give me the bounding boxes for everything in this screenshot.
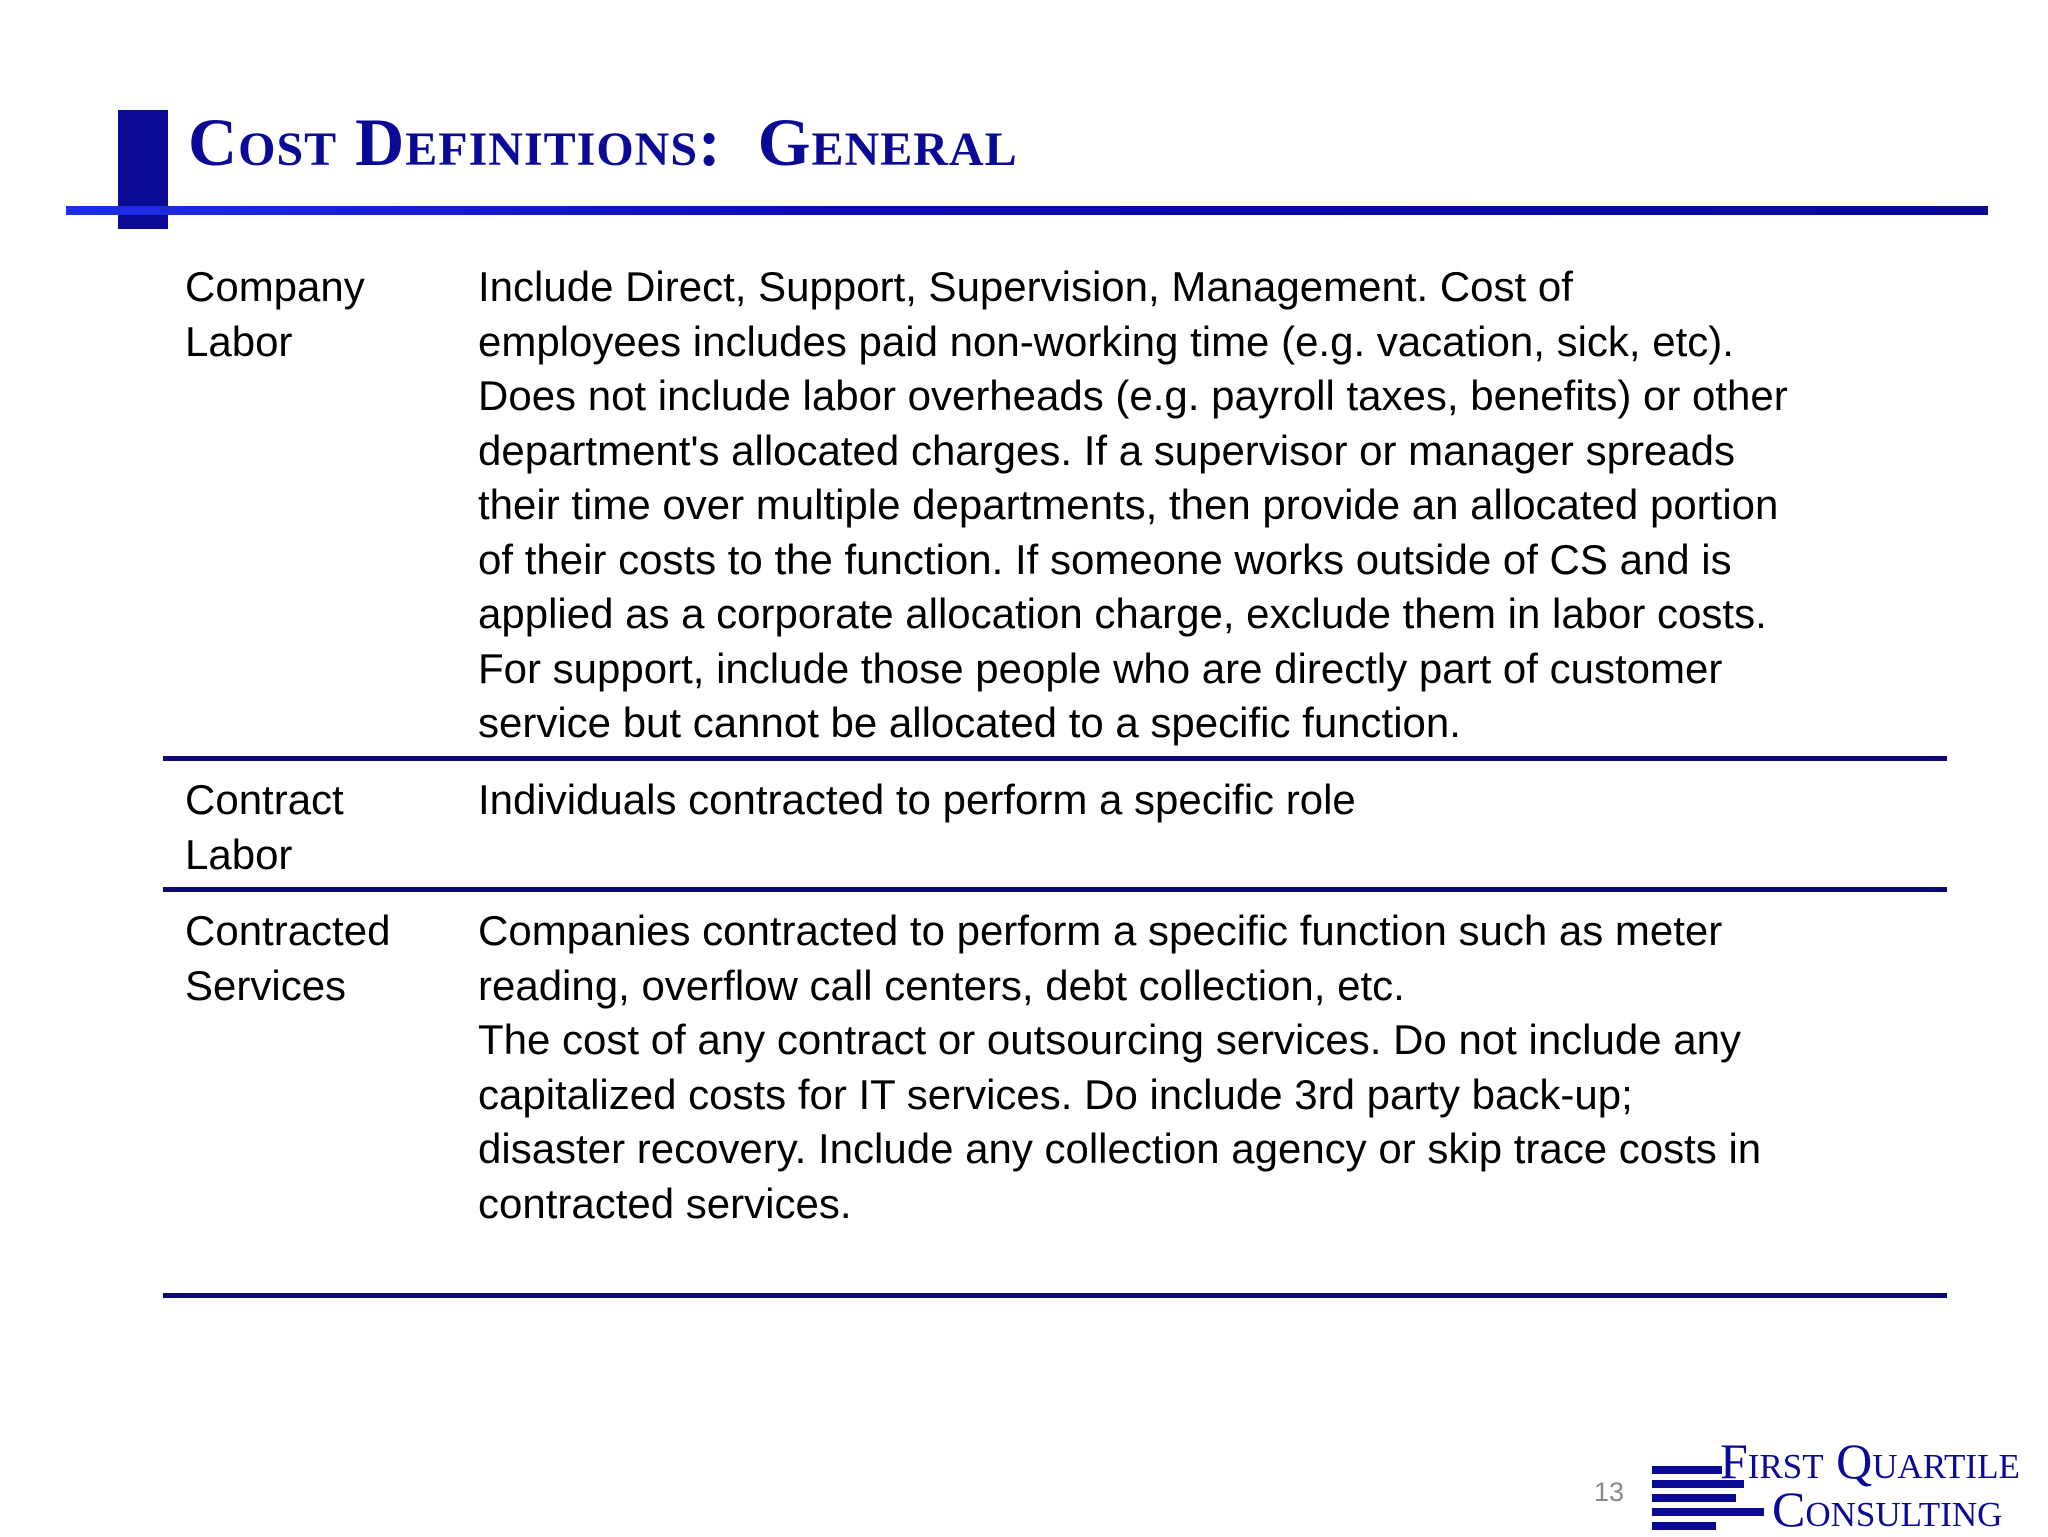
definition-line: For support, include those people who are directly part of customer xyxy=(478,644,1723,692)
definition-line: capitalized costs for IT services. Do include 3rd party back-up; xyxy=(478,1070,1633,1118)
definition-line: Companies contracted to perform a specific function such as meter xyxy=(478,907,1723,954)
page-number: 13 xyxy=(1594,1477,1625,1507)
definition-line: their time over multiple departments, then provide an allocated portion xyxy=(478,481,1779,528)
page-title: Cost Definitions: General xyxy=(188,104,1018,180)
definition-line: The cost of any contract or outsourcing services. Do not include any xyxy=(478,1016,1741,1063)
definition-line: reading, overflow call centers, debt collection, etc. xyxy=(478,961,1405,1009)
definitions-table xyxy=(163,252,1947,1298)
definition-line: disaster recovery. Include any collection agency or skip trace costs in xyxy=(478,1125,1762,1172)
term-line: Contract xyxy=(185,776,344,823)
company-logo xyxy=(1650,1430,2048,1536)
definition-row-company-labor xyxy=(163,252,1947,761)
logo-line-2: Consulting xyxy=(1772,1481,2003,1537)
definition-cell xyxy=(478,260,1947,756)
logo-line-1: First Quartile xyxy=(1720,1433,2020,1489)
term-line: Labor xyxy=(185,830,293,878)
definition-line: applied as a corporate allocation charge, exclude them in labor costs. xyxy=(478,590,1767,637)
definition-line: service but cannot be allocated to a specific function. xyxy=(478,699,1461,746)
title-underline xyxy=(66,206,1988,215)
definition-line: Does not include labor overheads (e.g. payroll taxes, benefits) or other xyxy=(478,372,1788,419)
definition-row-contracted-services xyxy=(163,892,1947,1298)
definition-line: Include Direct, Support, Supervision, Management. Cost of xyxy=(478,263,1573,310)
term-line: Labor xyxy=(185,317,293,365)
definition-cell xyxy=(478,773,1947,887)
definition-line: contracted services. xyxy=(478,1179,852,1227)
term-line: Contracted xyxy=(185,907,391,954)
term-cell xyxy=(163,773,478,887)
definition-line: of their costs to the function. If someone works outside of CS and is xyxy=(478,535,1732,583)
definition-line: department's allocated charges. If a supervisor or manager spreads xyxy=(478,426,1736,474)
term-line: Services xyxy=(185,961,347,1009)
term-cell xyxy=(163,904,478,1293)
definition-line: employees includes paid non-working time (e.g. vacation, sick, etc). xyxy=(478,317,1734,365)
definition-cell xyxy=(478,904,1947,1293)
term-line: Company xyxy=(185,263,365,310)
definition-line: Individuals contracted to perform a specific role xyxy=(478,776,1356,823)
term-cell xyxy=(163,260,478,756)
definition-row-contract-labor xyxy=(163,761,1947,892)
